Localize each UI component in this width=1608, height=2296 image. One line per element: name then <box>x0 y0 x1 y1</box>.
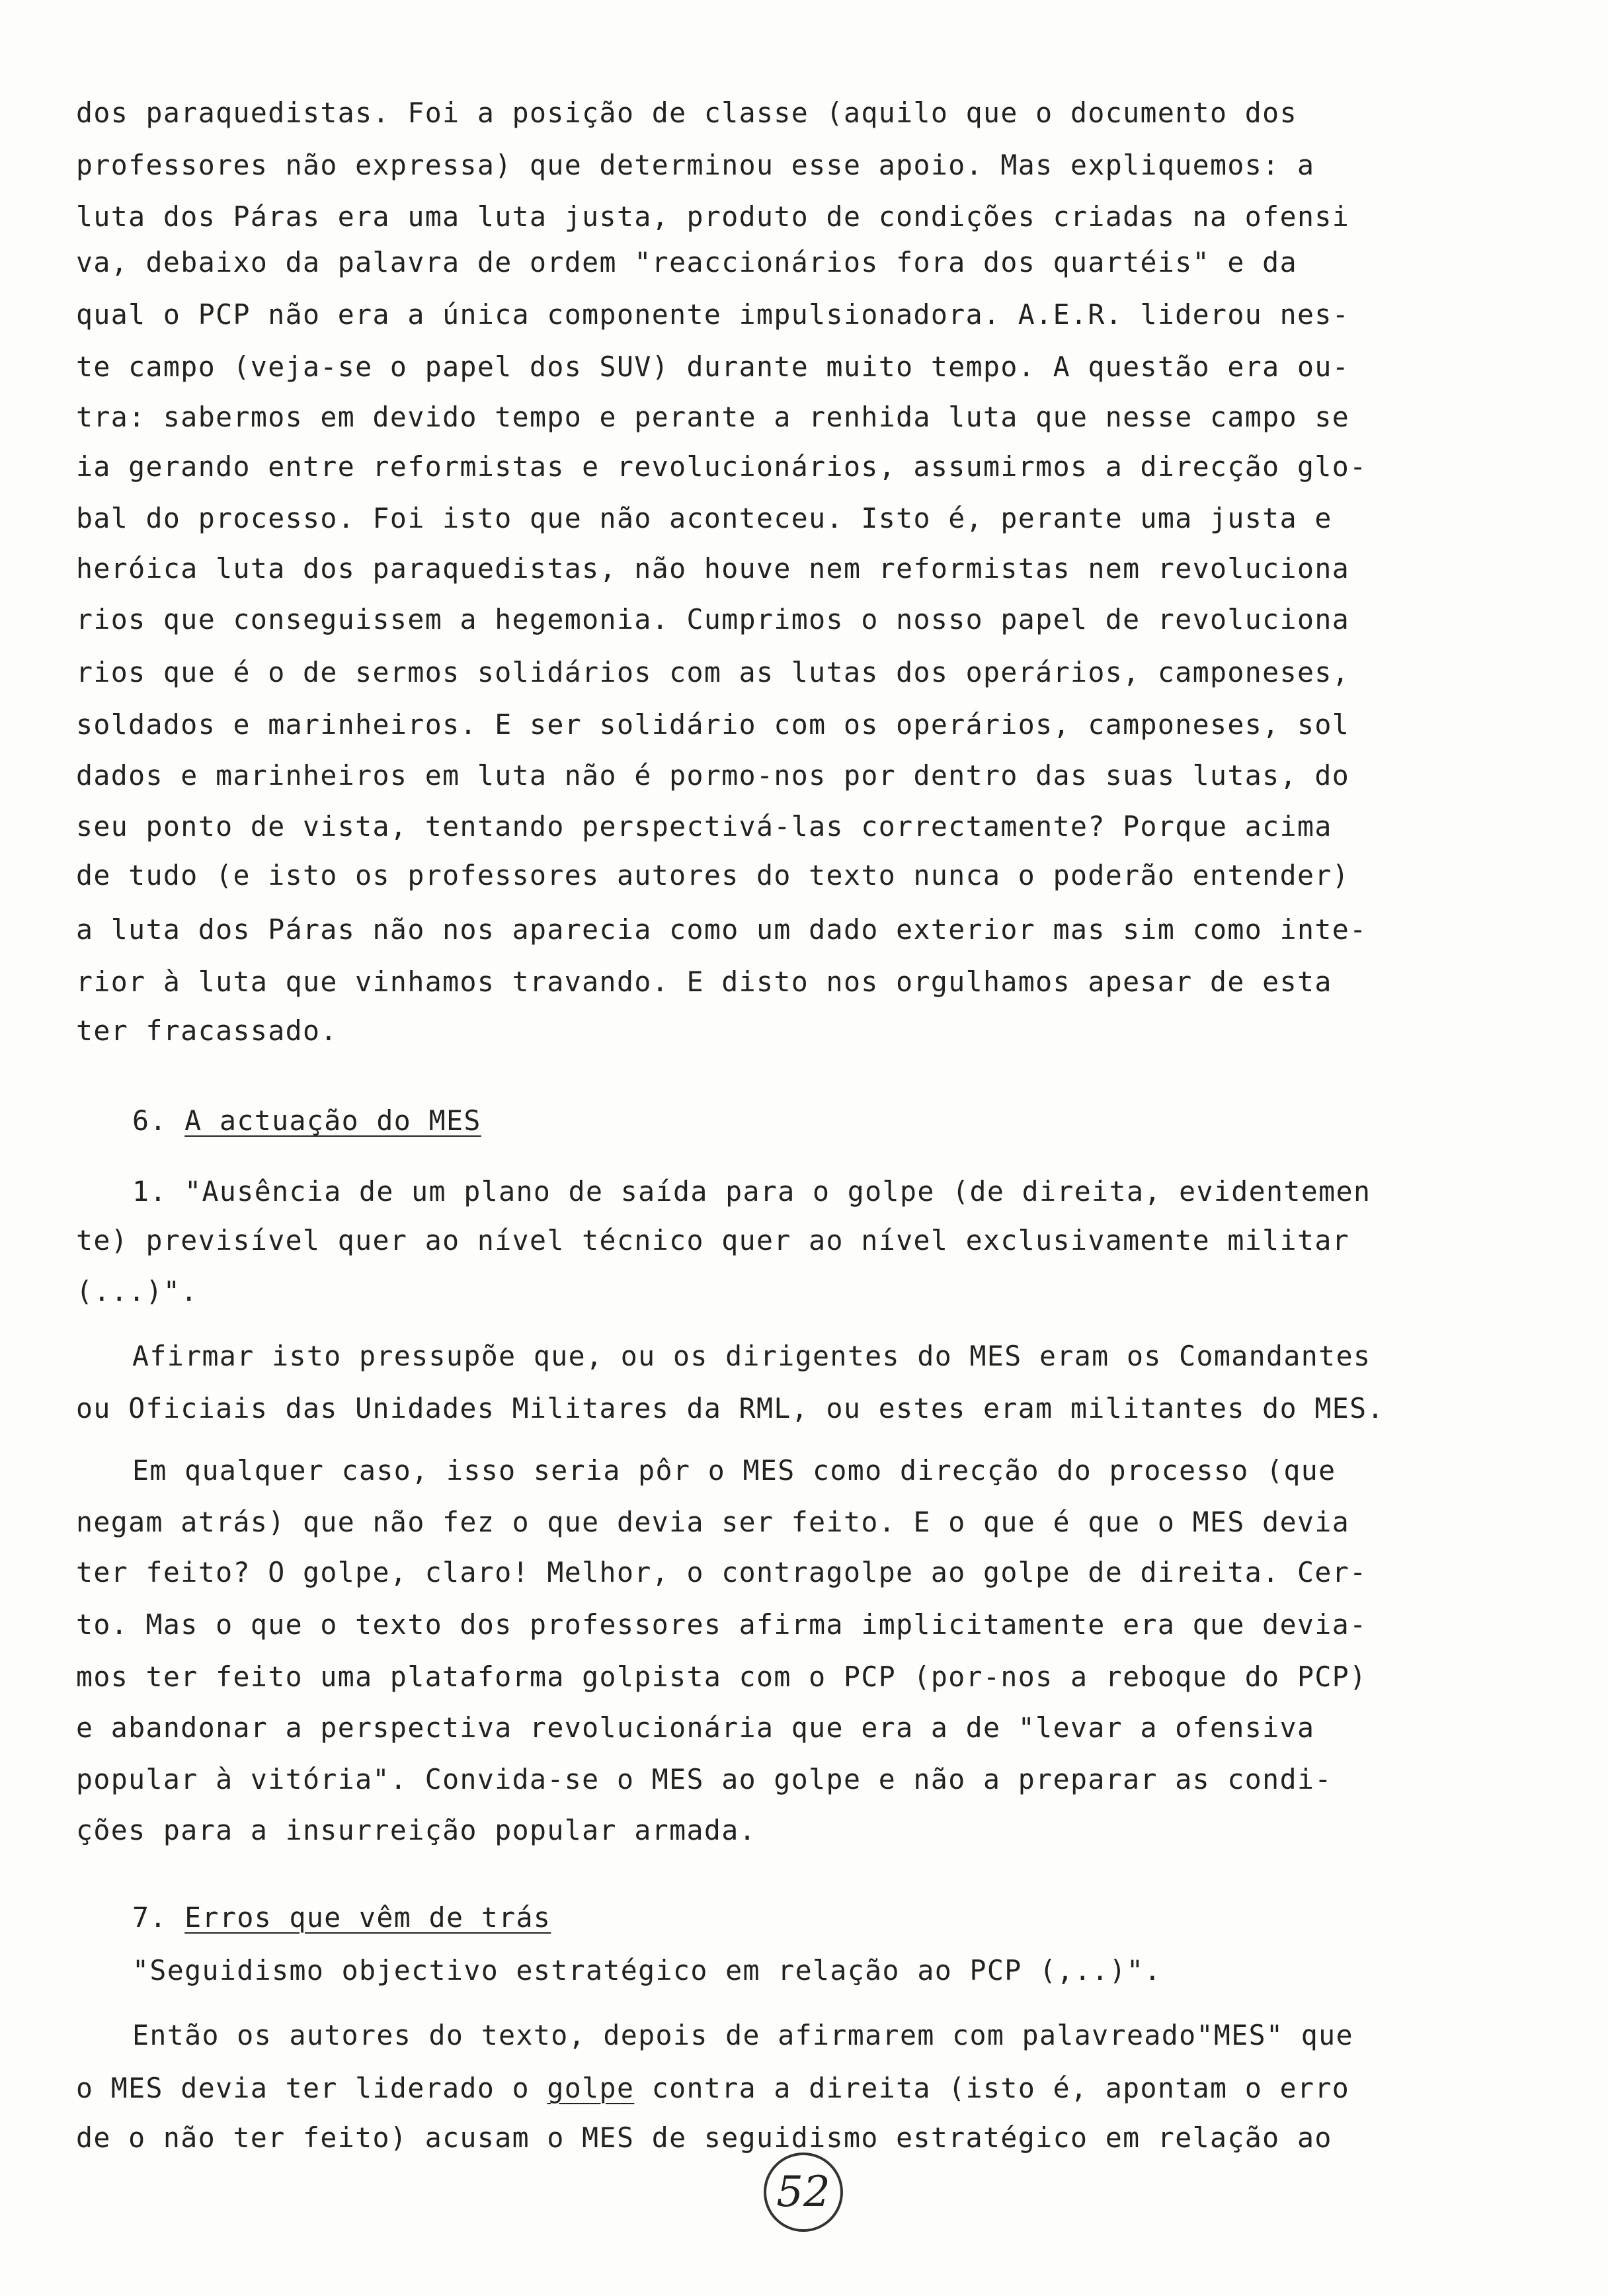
section-7-number: 7. <box>132 1901 167 1934</box>
paragraph-6-underlined-word: golpe <box>547 2072 635 2104</box>
paragraph-2-line-3: (...)". <box>76 1275 198 1307</box>
paragraph-1-line-13: soldados e marinheiros. E ser solidário com os operários, camponeses, sol <box>76 708 1350 741</box>
paragraph-1-line-18: rior à luta que vinhamos travando. E disto nos orgulhamos apesar de esta <box>76 965 1332 998</box>
paragraph-1-line-10: heróica luta dos paraquedistas, não houve nem reformistas nem revoluciona <box>76 552 1350 585</box>
page-number: 52 <box>764 2152 843 2232</box>
paragraph-1-line-6: te campo (veja-se o papel dos SUV) durante muito tempo. A questão era ou- <box>76 350 1350 383</box>
paragraph-4-line-6: e abandonar a perspectiva revolucionária que era a de "levar a ofensiva <box>76 1711 1315 1744</box>
paragraph-1-line-8: ia gerando entre reformistas e revolucionários, assumirmos a direcção glo- <box>76 450 1367 483</box>
paragraph-1-line-17: a luta dos Páras não nos aparecia como um dado exterior mas sim como inte- <box>76 913 1367 946</box>
section-7-heading <box>132 1899 551 1936</box>
paragraph-4-line-7: popular à vitória". Convida-se o MES ao golpe e não a preparar as condi- <box>76 1763 1332 1795</box>
paragraph-6-line-1: Então os autores do texto, depois de afirmarem com palavreado"MES" que <box>132 2019 1353 2051</box>
paragraph-4-line-4: to. Mas o que o texto dos professores afirma implicitamente era que devia- <box>76 1608 1367 1641</box>
paragraph-1-line-4: va, debaixo da palavra de ordem "reaccionários fora dos quartéis" e da <box>76 246 1297 278</box>
paragraph-5-line-1: "Seguidismo objectivo estratégico em relação ao PCP (,..)". <box>132 1954 1162 1987</box>
paragraph-1-line-19: ter fracassado. <box>76 1014 338 1047</box>
paragraph-3-line-2: ou Oficiais das Unidades Militares da RML, ou estes eram militantes do MES. <box>76 1392 1385 1424</box>
paragraph-1-line-9: bal do processo. Foi isto que não aconteceu. Isto é, perante uma justa e <box>76 502 1332 534</box>
paragraph-4-line-5: mos ter feito uma plataforma golpista com o PCP (por-nos a reboque do PCP) <box>76 1660 1367 1693</box>
section-6-heading <box>132 1102 481 1139</box>
section-6-number: 6. <box>132 1104 167 1137</box>
paragraph-4-line-2: negam atrás) que não fez o que devia ser feito. E o que é que o MES devia <box>76 1506 1350 1538</box>
paragraph-1-line-14: dados e marinheiros em luta não é pormo-nos por dentro das suas lutas, do <box>76 759 1350 792</box>
paragraph-1-line-7: tra: sabermos em devido tempo e perante a renhida luta que nesse campo se <box>76 401 1350 433</box>
paragraph-1-line-16: de tudo (e isto os professores autores do texto nunca o poderão entender) <box>76 859 1350 891</box>
paragraph-1-line-15: seu ponto de vista, tentando perspectivá-las correctamente? Porque acima <box>76 810 1332 842</box>
paragraph-1-line-1: dos paraquedistas. Foi a posição de classe (aquilo que o documento dos <box>76 97 1297 129</box>
paragraph-2-line-2: te) previsível quer ao nível técnico quer ao nível exclusivamente militar <box>76 1224 1350 1256</box>
paragraph-6-line-2-pre: o MES devia ter liderado o <box>76 2072 547 2104</box>
section-6-title: A actuação do MES <box>184 1104 481 1137</box>
paragraph-6-line-2 <box>76 2070 1349 2107</box>
paragraph-1-line-3: luta dos Páras era uma luta justa, produto de condições criadas na ofensi <box>76 200 1350 233</box>
paragraph-3-line-1: Afirmar isto pressupõe que, ou os dirigentes do MES eram os Comandantes <box>132 1340 1371 1372</box>
paragraph-6-line-2-post: contra a direita (isto é, apontam o erro <box>634 2072 1350 2104</box>
paragraph-6-line-3: de o não ter feito) acusam o MES de seguidismo estratégico em relação ao <box>76 2121 1332 2154</box>
section-7-title: Erros que vêm de trás <box>184 1901 551 1934</box>
paragraph-4-line-8: ções para a insurreição popular armada. <box>76 1814 757 1846</box>
paragraph-1-line-2: professores não expressa) que determinou esse apoio. Mas expliquemos: a <box>76 149 1315 181</box>
paragraph-1-line-12: rios que é o de sermos solidários com as lutas dos operários, camponeses, <box>76 656 1350 688</box>
paragraph-4-line-1: Em qualquer caso, isso seria pôr o MES como direcção do processo (que <box>132 1454 1336 1487</box>
paragraph-1-line-5: qual o PCP não era a única componente impulsionadora. A.E.R. liderou nes- <box>76 298 1350 331</box>
paragraph-1-line-11: rios que conseguissem a hegemonia. Cumprimos o nosso papel de revoluciona <box>76 603 1350 636</box>
paragraph-4-line-3: ter feito? O golpe, claro! Melhor, o contragolpe ao golpe de direita. Cer- <box>76 1556 1367 1588</box>
paragraph-2-line-1: 1. "Ausência de um plano de saída para o golpe (de direita, evidentemen <box>132 1175 1371 1208</box>
